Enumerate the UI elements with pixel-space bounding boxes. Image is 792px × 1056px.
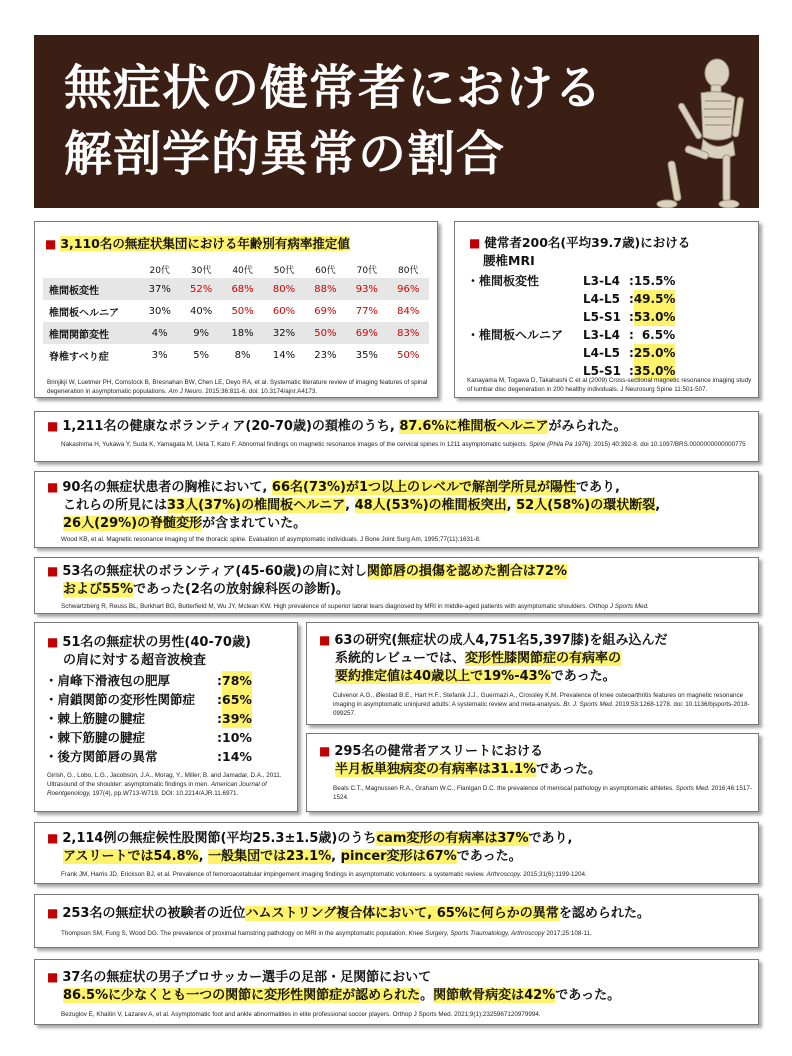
age-prevalence-lead: ■ 3,110名の無症状集団における年齢別有病率推定値 [45,236,350,251]
knee-oa-lead: ■ 63の研究(無症状の成人4,751名5,397膝)を組み込んだ 系統的レビューでは、変形性膝関節症の有病率の 要約推定値は40歳以上で19%-43%であった。 [319,633,668,684]
age-prevalence-box [34,221,438,398]
ultrasound-findings-list [45,671,291,766]
bullet-square-icon: ■ [47,970,59,984]
shoulder-labrum-lead: ■ 53名の無症状のボランティア(45-60歳)の肩に対し関節唇の損傷を認めた割合は72% および55%であった(2名の放射線科医の診断)。 [47,564,567,597]
header-banner [34,35,759,208]
reference-citation: Thompson SM, Fung S, Wood DG. The prevalence of proximal hamstring pathology on MRI in the asymptomatic population. Knee Surgery, Sports Traumatology, Arthroscopy 2017;25:108-11. [61,930,592,937]
page-title [64,55,603,187]
soccer-lead: ■ 37名の無症状の男子プロサッカー選手の足部・足関節において 86.5%に少なくとも一つの関節に変形性関節症が認められた。関節軟骨病変は42%であった。 [47,970,621,1003]
shoulder-ultrasound-lead: ■ 51名の無症状の男性(40-70歳) の肩に対する超音波検査 [47,635,251,668]
list-item: ・肩鎖関節の変形性関節症 : 65% [45,692,252,707]
knee-oa-box [306,622,759,725]
thoracic-lead: ■ 90名の無症状患者の胸椎において, 66名(73%)が1つ以上のレベルで解剖学所見が陽性であり, これらの所見には33人(37%)の椎間板ヘルニア, 48人(53%)の椎間板突出, 52人(58%)の環状断裂, 26人(29%)の脊髄変形が含まれていた。 [47,480,661,531]
bullet-square-icon: ■ [469,236,481,250]
list-item: ・肩峰下滑液包の肥厚 : 78% [45,673,252,688]
hamstring-lead: ■ 253名の無症状の被験者の近位ハムストリング複合体において, 65%に何らかの異常を認められた。 [47,906,650,921]
bullet-square-icon: ■ [47,564,59,578]
hip-box [34,822,759,884]
reference-citation: Wood KB, et al. Magnetic resonance imaging of the thoracic spine. Evaluation of asymptomatic individuals. J Bone Joint Surg Am, 1995;77(11):1631-8. [61,536,481,543]
meniscus-lead: ■ 295名の健常者アスリートにおける 半月板単独病変の有病率は31.1%であった。 [319,744,601,777]
table-row: 脊椎すべり症 3% 5% 8% 14% 23% 35% 50% [49,349,420,363]
reference-citation: Bezuglov E, Khaitin V, Lazarev A, et al. Asymptomatic foot and ankle abnormalities in elite professional soccer players. Orthop J Sports Med. 2021;9(1):2325967120979994. [61,1011,541,1018]
bullet-square-icon: ■ [47,419,59,433]
bullet-square-icon: ■ [319,633,331,647]
hamstring-box [34,894,759,948]
skeleton-illustration [631,57,751,208]
bullet-square-icon: ■ [47,906,59,920]
bullet-square-icon: ■ [319,744,331,758]
age-prevalence-table [43,260,429,366]
reference-citation: Frank JM, Harris JD, Erickson BJ, et al. Prevalence of femoroacetabular impingement imaging findings in asymptomatic volunteers: a systematic review. Arthroscopy. 2015;31(6):1199-1204. [61,871,587,878]
bullet-square-icon: ■ [47,635,59,649]
shoulder-labrum-box [34,557,759,614]
cervical-box [34,411,759,462]
list-item: ・後方関節唇の異常 : 14% [45,749,252,764]
lumbar-mri-box [454,221,759,398]
reference-citation: Girish, G., Lobo, L.G., Jacobson, J.A., Morag, Y., Miller, B. and Jamadar, D.A., 2011. Ultrasound of the shoulder: asymptomatic findings in men. American Journal of Roentgenology, 197(4), pp.W713-W719. DOI: 10.2214/AJR.11.6971. [47,772,282,797]
bullet-square-icon: ■ [47,831,59,845]
title-line-1: 無症状の健常者における [64,60,604,116]
shoulder-ultrasound-box [34,622,298,812]
reference-citation: Beals C.T., Magnussen R.A., Graham W.C., Flanigan D.C. the prevalence of meniscal pathology in asymptomatic athletes. Sports Med. 2016;46:1517-1524. [333,785,752,801]
reference-citation: Schwartzberg R, Reuss BL, Burkhart BG, Butterfield M, Wu JY, Mclean KW. High prevalence of superior labral tears diagnosed by MRI in middle-aged patients with asymptomatic shoulders. Orthop J Sports Med. [61,603,649,610]
lumbar-mri-lead: ■ 健常者200名(平均39.7歳)における 腰椎MRI [469,235,691,268]
reference-citation: Nakashima H, Yukawa Y, Suda K, Yamagata M, Ueta T, Kato F. Abnormal findings on magnetic resonance images of the cervical spines in 1211 asymptomatic subjects. Spine (Phila Pa 1976). 2015) 40:392-8. doi 10.1097/BRS.0000000000000775 [61,441,746,448]
reference-citation: Culvenor A.G., Øiestad B.E., Hart H.F., Stefanik J.J., Guermazi A., Crossley K.M. Prevalence of knee osteoarthritis features on magnetic resonance imaging in asymptomatic uninjured adults: A systematic review and meta-analysis. Br. J. Sports Med. 2019;53:1268-1278. doi: 10.1136/bjsports-2018-099257. [333,692,750,717]
reference-citation: Kanayama M, Togawa D, Takahashi C et al (2009) Cross-sectional magnetic resonance imaging study of lumbar disc degeneration in 200 healthy individuals. J Neurosurg Spine 11:501-507. [467,377,752,393]
list-item: ・棘下筋腱の腱症 : 10% [45,730,252,745]
meniscus-box [306,733,759,812]
table-row: 椎間板変性 37% 52% 68% 80% 88% 93% 96% [43,278,429,300]
list-item: ・棘上筋腱の腱症 : 39% [45,711,252,726]
bullet-square-icon: ■ [45,237,57,251]
hip-lead: ■ 2,114例の無症候性股関節(平均25.3±1.5歳)のうちcam変形の有病率は37%であり, アスリートでは54.8%, 一般集団では23.1%, pincer変形は67%であった。 [47,831,573,864]
bullet-square-icon: ■ [47,480,59,494]
reference-citation: Brinjikji W, Luetmer PH, Comstock B, Bresnahan BW, Chen LE, Deyo RA, et al. Systematic literature review of imaging features of spinal degeneration in asymptomatic populations. Am J Neuro. 2015;36:811-6. doi: 10.3174/ajnr.A4173. [47,379,428,395]
soccer-box [34,959,759,1025]
title-line-2: 解剖学的異常の割合 [64,126,506,182]
thoracic-box [34,471,759,548]
table-header-row: 20代 30代 40代 50代 60代 70代 80代 [149,265,419,276]
cervical-lead: ■ 1,211名の健康なボランティア(20-70歳)の頚椎のうち, 87.6%に椎間板ヘルニアがみられた。 [47,419,627,434]
disc-degeneration-list: ・椎間板変性 L3-L4 : 15.5% L4-L5 : 49.5% L5-S1 : 53.0% ・椎間板ヘルニア L3-L4 : 6.5% L4-L5 : 25.0% L5-S1 : 35.0% [467,274,676,378]
table-row: 椎間関節変性 4% 9% 18% 32% 50% 69% 83% [43,322,429,344]
table-row: 椎間板ヘルニア 30% 40% 50% 60% 69% 77% 84% [49,305,420,319]
